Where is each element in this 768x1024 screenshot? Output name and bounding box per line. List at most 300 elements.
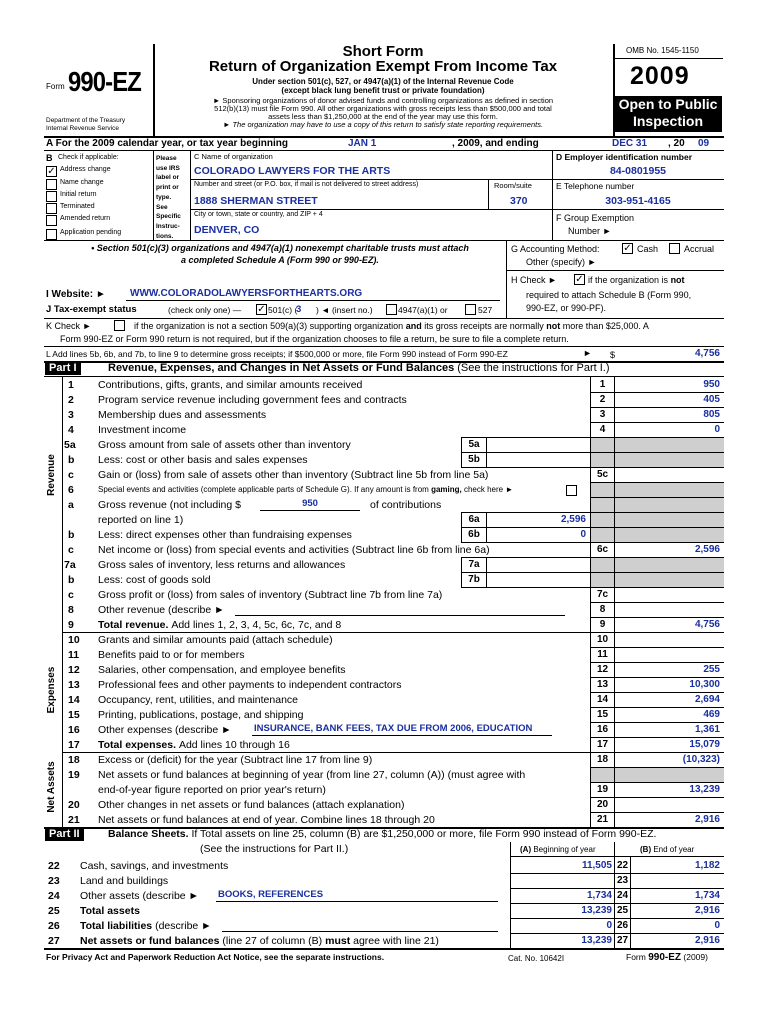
catalog-number: Cat. No. 10642I xyxy=(508,954,565,963)
line-text xyxy=(80,935,439,947)
h-check-label: H Check ► xyxy=(511,275,557,285)
col-a-amount[interactable]: 13,239 xyxy=(581,905,612,916)
subtitle-3: ► Sponsoring organizations of donor advised funds and controlling organizations as defined in section xyxy=(212,96,554,105)
line-amount[interactable]: 255 xyxy=(703,664,720,675)
title-main: Return of Organization Exempt From Income Tax xyxy=(208,58,558,75)
line-text-2: (describe ► xyxy=(155,920,212,932)
line-number: 15 xyxy=(68,709,80,721)
line-amount[interactable]: 805 xyxy=(703,409,720,420)
line-text-main: Professional fees and other payments to independent contractors xyxy=(98,679,402,691)
line-number: 3 xyxy=(68,409,74,421)
line-amount[interactable]: 1,361 xyxy=(694,724,720,735)
col-a-text: Beginning of year xyxy=(533,845,596,854)
line-text-main: Less: cost or other basis and sales expenses xyxy=(98,454,308,466)
b-checkbox-6[interactable] xyxy=(46,229,57,240)
line-number: 8 xyxy=(68,604,74,616)
b-item-label: Terminated xyxy=(60,203,95,210)
line-box-label: 10 xyxy=(596,634,609,645)
part2-label: Part II xyxy=(45,828,84,841)
subtitle-5: assets less than $1,250,000 at the end of the year may use this form. xyxy=(268,112,498,121)
part1-label: Part I xyxy=(45,362,81,375)
b-checkbox-1[interactable]: ✓ xyxy=(47,166,56,177)
line-text-main: Other revenue (describe ► xyxy=(98,604,225,616)
schedule-a-note-2: a completed Schedule A (Form 990 or 990-EZ). xyxy=(181,255,379,265)
line-text xyxy=(98,619,341,631)
department xyxy=(46,117,125,133)
line-number: 14 xyxy=(68,694,80,706)
k-text xyxy=(134,321,649,331)
side-label-revenue: Revenue xyxy=(46,454,57,496)
line-text-2: of contributions xyxy=(370,499,442,511)
k-checkbox[interactable] xyxy=(114,320,125,331)
line-number: 13 xyxy=(68,679,80,691)
open-line-1: Open to Public xyxy=(618,96,718,112)
line-number: c xyxy=(68,544,74,556)
line-number: 6 xyxy=(68,484,74,496)
irs-label-line: tions. xyxy=(156,232,174,240)
line-box-label: 8 xyxy=(599,604,606,615)
line-text-3: must xyxy=(325,935,351,947)
subtitle-4: 512(b)(13) must file Form 990. All other organizations with gross receipts less than $500,000 and total xyxy=(214,104,552,113)
line-a-label: A For the 2009 calendar year, or tax year beginning xyxy=(46,138,288,149)
accounting-method-label: G Accounting Method: xyxy=(511,244,600,254)
k-and: and xyxy=(405,321,422,331)
line-number: 10 xyxy=(68,634,80,646)
4947-checkbox[interactable] xyxy=(386,304,397,315)
line-number: 7a xyxy=(64,559,76,571)
website-label: I Website: ► xyxy=(46,289,106,300)
footer-form-word: Form xyxy=(626,952,646,962)
footer-form xyxy=(626,952,708,963)
line-number: 5a xyxy=(64,439,76,451)
line-number: c xyxy=(68,589,74,601)
line-box-label: 4 xyxy=(599,424,606,435)
phone-label: E Telephone number xyxy=(556,181,635,191)
line-amount[interactable]: 2,596 xyxy=(694,544,720,555)
line-text xyxy=(98,664,345,676)
line-text xyxy=(80,875,168,887)
line-amount[interactable]: 2,916 xyxy=(694,814,720,825)
line-number: b xyxy=(68,574,75,586)
website-value[interactable]: WWW.COLORADOLAWYERSFORTHEARTS.ORG xyxy=(130,288,363,299)
org-name[interactable]: COLORADO LAWYERS FOR THE ARTS xyxy=(194,165,391,177)
line-text xyxy=(98,439,351,451)
other-expenses-description[interactable]: INSURANCE, BANK FEES, TAX DUE FROM 2006, EDUCATION xyxy=(254,723,533,734)
tax-year: 2009 xyxy=(630,62,690,90)
part2-title-note: If Total assets on line 25, column (B) are $1,250,000 or more, file Form 990 instead of Form 990-EZ. xyxy=(191,828,657,840)
k-check-label: K Check ► xyxy=(46,321,92,331)
gaming-checkbox[interactable] xyxy=(566,485,577,496)
b-item-label: Name change xyxy=(60,179,104,186)
line-text xyxy=(98,709,303,721)
schedule-b-checkbox[interactable]: ✓ xyxy=(575,274,584,285)
h-text-3: 990-EZ, or 990-PF). xyxy=(526,303,607,313)
line-number: 25 xyxy=(48,905,60,917)
irs-label-line: type. xyxy=(156,193,172,201)
line-amount[interactable]: 0 xyxy=(714,424,720,435)
h-not: not xyxy=(670,275,685,285)
line-text-main: Land and buildings xyxy=(80,875,169,887)
line-amount[interactable]: (10,323) xyxy=(682,754,720,765)
line-text-main: Gross amount from sale of assets other than inventory xyxy=(98,439,351,451)
line-text-2: Add lines 10 through 16 xyxy=(178,739,290,751)
line-box-label: 19 xyxy=(596,784,609,795)
line-text-2: (line 27 of column (B) xyxy=(222,935,323,947)
street-label: Number and street (or P.O. box, if mail is not delivered to street address) xyxy=(194,181,419,188)
footer-form-number: 990-EZ xyxy=(648,952,682,963)
street-address[interactable]: 1888 SHERMAN STREET xyxy=(194,195,318,207)
line-text-main: Other expenses (describe ► xyxy=(98,724,232,736)
irs-label-note xyxy=(156,154,181,241)
line-number: 26 xyxy=(48,920,60,932)
k-text-2: Form 990-EZ or Form 990 return is not required, but if the organization chooses to file a return, be sure to file a complete return. xyxy=(60,334,569,344)
cash-label: Cash xyxy=(637,244,659,254)
501c-checkbox[interactable]: ✓ xyxy=(257,304,266,315)
line-number: 9 xyxy=(68,619,74,631)
line-number: 23 xyxy=(48,875,60,887)
line-text xyxy=(98,529,352,541)
line-number: c xyxy=(68,469,74,481)
line-text-main: Salaries, other compensation, and employee benefits xyxy=(98,664,346,676)
mid-amount[interactable]: 0 xyxy=(580,529,586,540)
irs-label-line: Specific xyxy=(156,213,181,221)
col-a-letter: (A) xyxy=(520,845,532,854)
col-a-amount[interactable]: 11,505 xyxy=(581,860,612,871)
col-b-letter: (B) xyxy=(640,845,652,854)
ein-label: D Employer identification number xyxy=(556,152,693,162)
line-text-main: Total assets xyxy=(80,905,140,917)
dept-line-1: Department of the Treasury xyxy=(46,117,126,124)
line-text xyxy=(98,589,442,601)
col-a-amount[interactable]: 13,239 xyxy=(581,935,612,946)
line-a-20: , 20 xyxy=(668,138,685,149)
k-text-a: if the organization is not a section 509(a)(3) supporting organization xyxy=(134,321,404,331)
h-text-1a: if the organization is xyxy=(588,275,669,285)
k-text-b: its gross receipts are normally xyxy=(424,321,544,331)
line-text-main: Special events and activities (complete applicable parts of Schedule G). If any amount is from xyxy=(98,485,429,494)
col-a-amount[interactable]: 0 xyxy=(606,920,612,931)
line-number: a xyxy=(68,499,74,511)
line-box-label: 21 xyxy=(596,814,609,825)
col-b-amount[interactable]: 2,916 xyxy=(694,905,720,916)
line-text-main: Benefits paid to or for members xyxy=(98,649,245,661)
line-text-main: Net assets or fund balances at end of year. Combine lines 18 through 20 xyxy=(98,814,435,826)
open-to-public-badge xyxy=(614,96,722,132)
col-b-amount[interactable]: 2,916 xyxy=(694,935,720,946)
line-text xyxy=(98,694,298,706)
col-a-amount[interactable]: 1,734 xyxy=(586,890,612,901)
line-text xyxy=(98,739,290,751)
group-exemption-label-2: Number ► xyxy=(568,226,612,236)
k-not: not xyxy=(546,321,561,331)
tax-year-begin[interactable]: JAN 1 xyxy=(348,138,377,149)
b-checkbox-2[interactable] xyxy=(46,179,57,190)
line-text-end: check here ► xyxy=(463,485,514,494)
accrual-label: Accrual xyxy=(684,244,715,254)
line-number: 27 xyxy=(48,935,60,947)
check-if-applicable: Check if applicable: xyxy=(58,154,119,161)
line-number: 1 xyxy=(68,379,74,391)
line-amount[interactable]: 950 xyxy=(703,379,720,390)
line-box-label: 7c xyxy=(596,589,609,600)
line-box-label: 13 xyxy=(596,679,609,690)
gross-receipts-value[interactable]: 4,756 xyxy=(694,348,720,359)
line-text-main: Contributions, gifts, grants, and similar amounts received xyxy=(98,379,363,391)
line-text xyxy=(98,499,241,511)
line-box-label: 12 xyxy=(596,664,609,675)
subtitle-block xyxy=(153,97,613,129)
k-text-c: more than $25,000. A xyxy=(562,321,649,331)
line-amount[interactable]: 13,239 xyxy=(689,784,720,795)
line-box-label: 14 xyxy=(596,694,609,705)
line-text xyxy=(80,860,228,872)
line-text-main: Total revenue. xyxy=(98,619,169,631)
mid-box-label: 7a xyxy=(468,559,480,570)
line-number: 4 xyxy=(68,424,74,436)
col-b-amount[interactable]: 0 xyxy=(714,920,720,931)
line-text xyxy=(98,379,362,391)
line-text-main: Other changes in net assets or fund balances (attach explanation) xyxy=(98,799,405,811)
part2-subtitle: (See the instructions for Part II.) xyxy=(200,843,349,855)
tax-exempt-hint: (check only one) — xyxy=(168,305,242,315)
subtitle-1: Under section 501(c), 527, or 4947(a)(1) of the Internal Revenue Code xyxy=(252,77,514,86)
line-text-main: Net income or (loss) from special events and activities (Subtract line 6b from line 6a) xyxy=(98,544,490,556)
omb-number: OMB No. 1545-1150 xyxy=(626,46,699,55)
form-word: Form xyxy=(46,82,65,91)
line-box-label: 9 xyxy=(599,619,606,630)
line-text-main: Less: cost of goods sold xyxy=(98,574,211,586)
line-amount[interactable]: 469 xyxy=(703,709,720,720)
line-number: 21 xyxy=(68,814,80,826)
line-text-bold: gaming, xyxy=(431,485,462,494)
city-state-zip[interactable]: DENVER, CO xyxy=(194,224,260,236)
section-b-title: B xyxy=(46,153,53,163)
line-box-label: 24 xyxy=(616,890,629,901)
line-box-label: 6c xyxy=(596,544,609,555)
mid-box-label: 6a xyxy=(468,514,480,525)
accrual-checkbox[interactable] xyxy=(669,243,680,254)
line-text xyxy=(80,890,199,902)
line-text-main: Gain or (loss) from sale of assets other than inventory (Subtract line 5b from line 5a) xyxy=(98,469,489,481)
line-number: 20 xyxy=(68,799,80,811)
irs-label-line: print or xyxy=(156,184,179,192)
line-text xyxy=(98,469,488,481)
mid-box-label: 5b xyxy=(468,454,480,465)
tax-year-end-year[interactable]: 09 xyxy=(698,138,710,149)
col-b-header xyxy=(640,845,694,854)
line-text xyxy=(98,544,490,556)
line-number: 16 xyxy=(68,724,80,736)
line-text-main: Total liabilities xyxy=(80,920,153,932)
line-box-label: 16 xyxy=(596,724,609,735)
line-text-main: Total expenses. xyxy=(98,739,177,751)
line-number: b xyxy=(68,454,75,466)
side-label-expenses: Expenses xyxy=(46,666,57,714)
line-number: 22 xyxy=(48,860,60,872)
h-text-2: required to attach Schedule B (Form 990, xyxy=(526,290,692,300)
line-text xyxy=(98,679,402,691)
line-box-label: 22 xyxy=(616,860,629,871)
contributions-excluded[interactable]: 950 xyxy=(302,498,318,509)
phone-value[interactable]: 303-951-4165 xyxy=(605,195,671,207)
line-amount[interactable]: 15,079 xyxy=(689,739,720,750)
line-text xyxy=(80,920,212,932)
cash-checkbox[interactable]: ✓ xyxy=(623,243,632,254)
group-exemption-label: F Group Exemption xyxy=(556,213,635,223)
line-number: 2 xyxy=(68,394,74,406)
line-text xyxy=(98,394,407,406)
line-text-main: reported on line 1) xyxy=(98,514,184,526)
col-b-text: End of year xyxy=(653,845,695,854)
other-method-label: Other (specify) ► xyxy=(526,257,597,267)
line-text xyxy=(80,905,140,917)
line-text-main: Net assets or fund balances at beginning of year (from line 27, column (A)) (must agree with xyxy=(98,769,526,781)
subtitle-6: ► The organization may have to use a copy of this return to satisfy state reporting requirements. xyxy=(222,120,544,129)
line-box-label: 1 xyxy=(599,379,606,390)
line-text xyxy=(98,784,326,796)
527-label: 527 xyxy=(478,305,493,315)
line-box-label: 26 xyxy=(616,920,629,931)
line-text xyxy=(98,424,186,436)
col-a-header xyxy=(520,845,596,854)
room-suite[interactable]: 370 xyxy=(510,195,528,207)
line-number: b xyxy=(68,529,75,541)
insert-number: ) ◄ (insert no.) xyxy=(316,305,373,315)
col-b-amount[interactable]: 1,182 xyxy=(694,860,720,871)
line-text-main: Investment income xyxy=(98,424,187,436)
part2-title-main: Balance Sheets. xyxy=(108,828,189,840)
mid-box-label: 6b xyxy=(468,529,480,540)
part1-title-note: (See the instructions for Part I.) xyxy=(457,362,610,374)
line-text xyxy=(98,724,232,736)
mid-box-label: 7b xyxy=(468,574,480,585)
line-box-label: 3 xyxy=(599,409,606,420)
4947-label: 4947(a)(1) or xyxy=(398,305,448,315)
line-number: 24 xyxy=(48,890,60,902)
col-b-amount[interactable]: 1,734 xyxy=(694,890,720,901)
line-number: 18 xyxy=(68,754,80,766)
line-text xyxy=(98,485,513,494)
line-text xyxy=(98,604,225,616)
line-a-mid: , 2009, and ending xyxy=(452,138,539,149)
b-item-label: Initial return xyxy=(60,191,97,198)
line-box-label: 18 xyxy=(596,754,609,765)
side-label-net-assets: Net Assets xyxy=(46,761,57,813)
ein-value[interactable]: 84-0801955 xyxy=(609,165,667,177)
line-text-main: Printing, publications, postage, and shipping xyxy=(98,709,304,721)
org-name-label: C Name of organization xyxy=(194,152,273,161)
line-number: 11 xyxy=(68,649,80,661)
line-box-label: 17 xyxy=(596,739,609,750)
line-text-main: Gross profit or (loss) from sales of inventory (Subtract line 7b from line 7a) xyxy=(98,589,443,601)
line-box-label: 2 xyxy=(599,394,606,405)
line-amount[interactable]: 10,300 xyxy=(689,679,720,690)
subtitle-2: (except black lung benefit trust or private foundation) xyxy=(281,86,485,95)
title-short: Short Form xyxy=(342,43,424,60)
part1-title-main: Revenue, Expenses, and Changes in Net Assets or Fund Balances xyxy=(108,362,455,374)
line-text-main: Other assets (describe ► xyxy=(80,890,199,902)
line-text-main: Grants and similar amounts paid (attach schedule) xyxy=(98,634,333,646)
527-checkbox[interactable] xyxy=(465,304,476,315)
city-label: City or town, state or country, and ZIP + 4 xyxy=(194,211,323,218)
line-number: 12 xyxy=(68,664,80,676)
line-l-arrow: ► xyxy=(583,348,592,358)
line-text xyxy=(98,574,211,586)
line-text xyxy=(98,649,244,661)
mid-amount[interactable]: 2,596 xyxy=(560,514,586,525)
line-text-main: Program service revenue including government fees and contracts xyxy=(98,394,407,406)
line-box-label: 25 xyxy=(616,905,629,916)
line-text xyxy=(98,409,266,421)
irs-label-line: See xyxy=(156,203,168,211)
mid-box-label: 5a xyxy=(468,439,480,450)
line-number: 17 xyxy=(68,739,80,751)
line-l-text: L Add lines 5b, 6b, and 7b, to line 9 to determine gross receipts; if $500,000 or more, file Form 990 instead of Form 990-EZ xyxy=(46,349,508,359)
part2-title xyxy=(108,828,656,840)
line-box-label: 27 xyxy=(616,935,629,946)
line-l-dollar: $ xyxy=(610,350,616,360)
line-text-2: Add lines 1, 2, 3, 4, 5c, 6c, 7c, and 8 xyxy=(171,619,342,631)
line-amount[interactable]: 405 xyxy=(703,394,720,405)
line-text-main: end-of-year figure reported on prior year's return) xyxy=(98,784,326,796)
line-text-main: Less: direct expenses other than fundraising expenses xyxy=(98,529,352,541)
line-text-4: agree with line 21) xyxy=(353,935,439,947)
line-text-main: Gross revenue (not including $ xyxy=(98,499,241,511)
501c-number[interactable]: 3 xyxy=(296,304,302,315)
line-text xyxy=(98,814,435,826)
form-number: 990-EZ xyxy=(68,66,141,97)
irs-label-line: label or xyxy=(156,174,180,182)
line-box-label: 11 xyxy=(597,649,608,660)
footer-year: (2009) xyxy=(683,952,708,962)
schedule-a-note-1: • Section 501(c)(3) organizations and 4947(a)(1) nonexempt charitable trusts must attach xyxy=(91,243,469,253)
line-text xyxy=(98,454,308,466)
irs-label-line: use IRS xyxy=(156,164,180,172)
line-text xyxy=(98,514,183,526)
line-text-main: Excess or (deficit) for the year (Subtract line 17 from line 9) xyxy=(98,754,373,766)
line-text-main: Occupancy, rent, utilities, and maintenance xyxy=(98,694,298,706)
line-text xyxy=(98,559,345,571)
line-text xyxy=(98,799,404,811)
line-box-label: 5c xyxy=(596,469,609,480)
b-checkbox-3[interactable] xyxy=(46,191,57,202)
line-amount[interactable]: 2,694 xyxy=(694,694,720,705)
line-amount[interactable]: 4,756 xyxy=(694,619,720,630)
b-checkbox-5[interactable] xyxy=(46,215,57,226)
tax-year-end[interactable]: DEC 31 xyxy=(612,138,648,149)
part1-title xyxy=(108,362,610,374)
line-number: 19 xyxy=(68,769,80,781)
open-line-2: Inspection xyxy=(632,113,703,129)
dept-line-2: Internal Revenue Service xyxy=(46,125,119,132)
line-box-label: 20 xyxy=(596,799,609,810)
b-item-label: Amended return xyxy=(60,215,111,222)
line-text-main: Cash, savings, and investments xyxy=(80,860,229,872)
line-text xyxy=(98,769,525,781)
line-text xyxy=(98,754,372,766)
b-checkbox-4[interactable] xyxy=(46,203,57,214)
line-text xyxy=(98,634,333,646)
b-item-label: Application pending xyxy=(60,229,122,236)
line-box-label: 15 xyxy=(596,709,609,720)
line-text-main: Membership dues and assessments xyxy=(98,409,267,421)
privacy-notice: For Privacy Act and Paperwork Reduction Act Notice, see the separate instructions. xyxy=(46,952,385,962)
h-text-1 xyxy=(588,275,685,285)
irs-label-line: Please xyxy=(156,155,177,162)
other-assets-description[interactable]: BOOKS, REFERENCES xyxy=(218,889,324,900)
b-item-label: Address change xyxy=(60,166,111,173)
line-text-main: Net assets or fund balances xyxy=(80,935,220,947)
